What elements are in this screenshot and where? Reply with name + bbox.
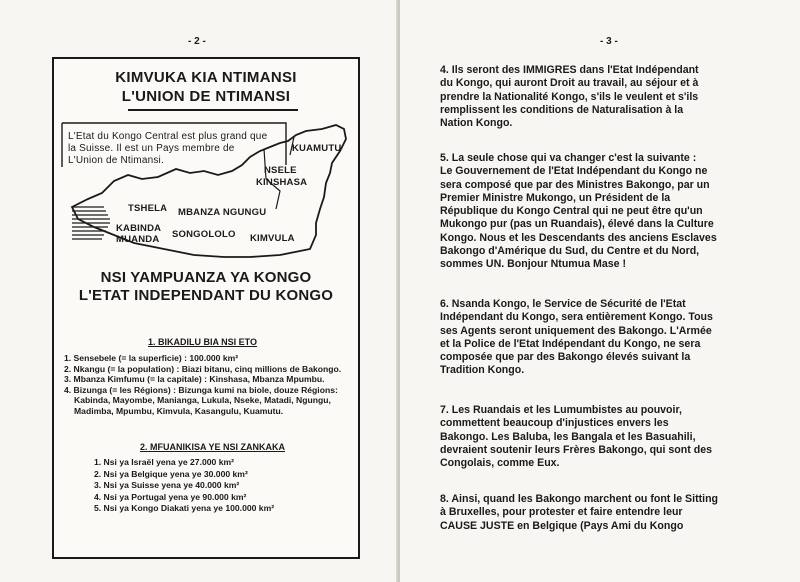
text-line: 7. Les Ruandais et les Lumumbistes au pouvoir,: [440, 404, 682, 416]
text-line: Bakongo. Les Baluba, les Bangala et les Basuahili,: [440, 430, 696, 443]
map-label-mbanza-ngungu: MBANZA NGUNGU: [178, 207, 267, 218]
section-heading: 2. MFUANIKISA YE NSI ZANKAKA: [140, 442, 286, 452]
list-item: Kabinda, Mayombe, Manianga, Lukula, Nseke, Matadi, Ngungu,: [74, 395, 331, 405]
text-line: 8. Ainsi, quand les Bakongo marchent ou font le Sitting: [440, 493, 719, 505]
list-item: 4. Bizunga (= les Régions) : Bizunga kumi na biole, douze Régions:: [64, 384, 338, 395]
list-item: 4. Nsi ya Portugal yena ye 90.000 km²: [94, 491, 247, 502]
map-label-kinshasa: KINSHASA: [256, 177, 308, 188]
map-label-songololo: SONGOLOLO: [172, 229, 236, 240]
text-line: ses Agents seront uniquement des Bakongo. L'Armée: [440, 324, 712, 337]
facts-list: [64, 353, 354, 416]
text-line: Kongo. Nous et les Descendants des anciens Esclaves: [440, 231, 717, 244]
paragraph-8: [440, 493, 770, 533]
state-title: NSI YAMPUANZA YA KONGO: [100, 269, 312, 286]
text-line: Tradition Kongo.: [440, 364, 525, 377]
text-line: 6. Nsanda Kongo, le Service de Sécurité de l'Etat: [440, 298, 686, 310]
right-page: [400, 0, 800, 582]
text-line: 5. La seule chose qui va changer c'est la suivante :: [440, 152, 697, 164]
box-subtitle: L'UNION DE NTIMANSI: [121, 88, 291, 105]
paragraph-6: [440, 298, 770, 378]
list-item: 2. Nsi ya Belgique yena ye 30.000 km²: [94, 468, 248, 479]
text-line: Nation Kongo.: [440, 117, 513, 130]
text-line: sera composé que par des Ministres Bakongo, par un: [440, 178, 710, 191]
list-item: 1. Nsi ya Israël yena ye 27.000 km²: [94, 457, 234, 467]
map-label-tshela: TSHELA: [128, 203, 168, 214]
text-line: sommes UN. Bonjour Ntumua Mase !: [440, 258, 627, 271]
map-label-kabinda: KABINDA: [116, 223, 162, 234]
state-subtitle: L'ETAT INDEPENDANT DU KONGO: [78, 287, 334, 304]
list-item: 5. Nsi ya Kongo Diakati yena ye 100.000 km²: [94, 503, 275, 513]
text-line: 4. Ils seront des IMMIGRES dans l'Etat Indépendant: [440, 64, 699, 76]
text-line: CAUSE JUSTE en Belgique (Pays Ami du Kongo: [440, 519, 684, 532]
text-line: prendre la Nationalité Kongo, s'ils le veulent et s'ils: [440, 90, 699, 103]
map-label-kuamutu: KUAMUTU: [292, 143, 342, 154]
text-line: à Bruxelles, pour protester et faire entendre leur: [440, 506, 683, 519]
list-item: 1. Sensebele (= la superficie) : 100.000 km²: [64, 353, 239, 363]
map-intro-text: L'Etat du Kongo Central est plus grand que la Suisse. Il est un Pays membre de L'Union de Ntimansi.: [68, 131, 268, 166]
text-line: Indépendant du Kongo, sera entièrement Kongo. Tous: [440, 311, 713, 324]
paragraph-5: [440, 152, 770, 272]
text-line: Premier Ministre Mukongo, un Président de la: [440, 191, 671, 204]
text-line: République du Kongo Central qui ne peut être qu'un: [440, 205, 703, 218]
text-line: du Kongo, qui auront Droit au travail, au séjour et à: [440, 77, 699, 90]
section-heading: 1. BIKADILU BIA NSI ETO: [148, 337, 258, 347]
text-line: Bakongo d'Amérique du Sud, du Centre et du Nord,: [440, 245, 700, 258]
list-item: 3. Nsi ya Suisse yena ye 40.000 km²: [94, 480, 240, 490]
text-line: Congolais, comme Eux.: [440, 457, 560, 470]
list-item: Madimba, Mpumbu, Kimvula, Kasangulu, Kuamutu.: [74, 405, 284, 416]
box-title: KIMVUKA KIA NTIMANSI: [115, 69, 297, 86]
text-line: Mukongo pur (pas un Ruandais), élevé dans la Culture: [440, 218, 714, 231]
text-line: Le Gouvernement de l'Etat Indépendant du Kongo ne: [440, 165, 708, 178]
map-label-kimvula: KIMVULA: [250, 233, 295, 244]
text-line: commettent beaucoup d'injustices envers les: [440, 417, 669, 430]
state-info-box: [52, 265, 360, 559]
map-label-nsele: NSELE: [264, 165, 297, 176]
paragraph-4: [440, 64, 770, 130]
text-line: composée que par des Bakongo élevés suivant la: [440, 351, 691, 364]
list-item: 2. Nkangu (= la population) : Biazi bitanu, cinq millions de Bakongo.: [64, 363, 342, 374]
comparison-list: [94, 457, 344, 515]
coast-hatching: [72, 207, 110, 239]
text-line: devraient soutenir leurs Frères Bakongo, qui sont des: [440, 443, 712, 456]
list-item: 3. Mbanza Kimfumu (= la capitale) : Kinshasa, Mbanza Mpumbu.: [64, 374, 325, 384]
union-map-box: [52, 57, 360, 269]
paragraph-7: [440, 404, 770, 470]
page-number: - 2 -: [188, 36, 206, 47]
text-line: remplissent les conditions de Naturalisation à la: [440, 103, 684, 116]
left-page: [0, 0, 398, 582]
text-line: et la Police de l'Etat Indépendant du Kongo, ne sera: [440, 337, 701, 350]
map-label-muanda: MUANDA: [116, 234, 160, 245]
page-number: - 3 -: [600, 36, 618, 47]
